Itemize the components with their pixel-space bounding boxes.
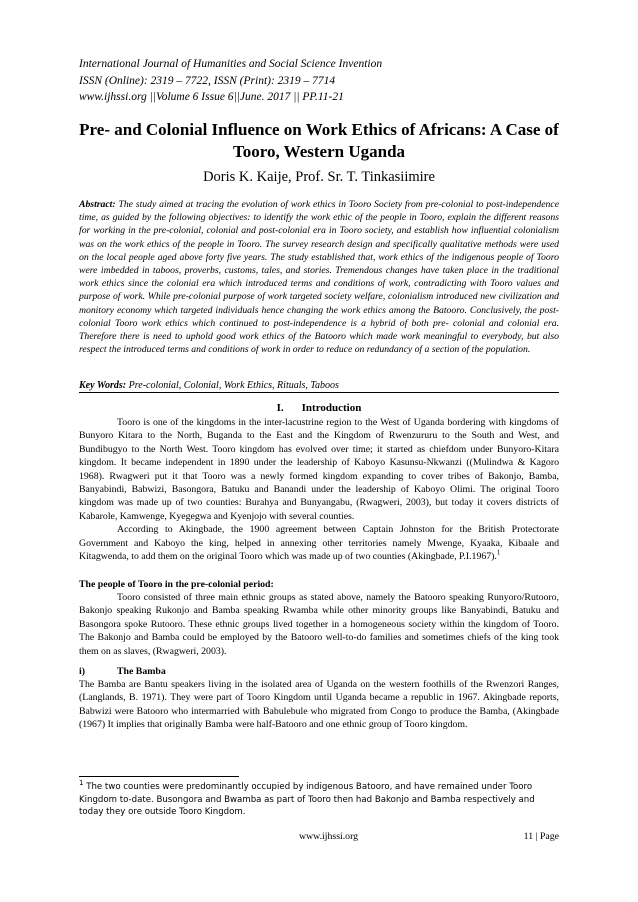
- section-heading-introduction: [79, 401, 559, 415]
- paper-authors: Doris K. Kaije, Prof. Sr. T. Tinkasiimire: [203, 169, 435, 185]
- abstract: [79, 198, 559, 356]
- abstract-text: The study aimed at tracing the evolution of work ethics in Tooro Society from pre-colonial to post-independence time, as guided by the following objectives: to identify the work ethic of the people in Tooro, explain the different reasons for working in the pre-colonial, colonial and post-colonial era in Tooro society, and establish how influential colonialism was on the work ethics of the people in Tooro. The survey research design and specifically qualitative methods were used on the local people aged above forty five years. The study established that, work ethics of the indigenous people of Tooro were imbedded in taboos, proverbs, customs, tales, and stories. Tremendous changes have taken place in the traditional work ethics since the colonial era which introduced terms and conditions of work, contradicting with Tooro values and purpose of work. While pre-colonial purpose of work targeted society welfare, colonialism introduced new civilization and monitory economy which targeted individuals hence changing the work ethics among the Batooro. Conclusively, the post-colonial Tooro work ethics which continued to post-independence is a hybrid of both pre- colonial and colonial era. Therefore there is need to uphold good work ethics of the Batooro which made work meaningful to everybody, but also respect the introduced terms and conditions of work in order to reduce on redundancy of a section of the population.: [79, 199, 559, 356]
- subheading-title: The Bamba: [117, 666, 166, 677]
- abstract-divider: [79, 392, 559, 393]
- intro-paragraph-2: [79, 523, 559, 563]
- section-title: Introduction: [301, 402, 362, 414]
- journal-header: [79, 56, 559, 106]
- footnote-marker: 1: [79, 779, 84, 788]
- journal-issn: ISSN (Online): 2319 – 7722, ISSN (Print): 2319 – 7714: [79, 74, 336, 87]
- paper-title: Pre- and Colonial Influence on Work Ethics of Africans: A Case of Tooro, Western Uganda: [79, 120, 559, 161]
- keywords-label: Key Words:: [79, 380, 127, 391]
- subheading-number: i): [79, 666, 85, 677]
- footnote-ref[interactable]: 1: [496, 548, 501, 557]
- intro-paragraph-2-text: According to Akingbade, the 1900 agreement between Captain Johnston for the British Protectorate Government and Kaboyo the king, helped in annexing other territories namely Mwenge, Kyaaka, Kibaale and Kitagwenda, to add them on the original Tooro which was made up of two counties (Akingbade, P.I.1967).: [79, 524, 559, 563]
- people-body: [79, 591, 559, 658]
- introduction-body: [79, 416, 559, 563]
- bamba-paragraph: The Bamba are Bantu speakers living in the isolated area of Uganda on the western foothills of the Rwenzori Ranges, (Langlands, B. 1971). They were part of Tooro Kingdom until Uganda became a republic in 1967. Akingbade reports, Babwizi were Batooro who intermarried with Babulebule who migrated from Congo to produce the Bamba, (Akingbade (1967) It implies that originally Bamba were half-Batooro and one ethnic group of Tooro kingdom.: [79, 679, 559, 731]
- footnote-divider: [79, 776, 239, 777]
- journal-name: International Journal of Humanities and Social Science Invention: [79, 58, 383, 70]
- bamba-body: [79, 678, 559, 732]
- footnote: [79, 781, 559, 819]
- journal-volume: www.ijhssi.org ||Volume 6 Issue 6||June. 2017 || PP.11-21: [79, 91, 344, 103]
- intro-paragraph-1: Tooro is one of the kingdoms in the inter-lacustrine region to the West of Uganda bordering with kingdoms of Bunyoro Kitara to the North, Buganda to the East and the Kingdom of Rwenzururu to the South and West, and Bundibugyo to the North West. Tooro kingdom has evolved over time; it started as chiefdom under Bunyoro-Kitara kingdom. It became independent in 1890 under the leadership of Kaboyo Kasunsu-Nkwanzi ((Mulindwa & Kagoro 1968). Rwagweri put it that Tooro was a newly formed kingdom expanding to cover tribes of Bakonjo, Bamba, Banyabindi, Babwizi, Basongora, Batuku and Banandi under the leadership of Kaboyo Olimi. The original Tooro kingdom was made up of two counties: Burahya and Bunyangabu, (Rwagweri, 2003), but today it covers districts of Kabarole, Kamwenge, Kyegegwa and Kyenjojo with several counties.: [79, 417, 559, 522]
- section-number: I.: [276, 402, 284, 414]
- footer-page-number: 11 | Page: [523, 831, 559, 842]
- keywords-text: Pre-colonial, Colonial, Work Ethics, Rituals, Taboos: [128, 380, 339, 391]
- subheading-bamba: [79, 665, 559, 678]
- people-paragraph: Tooro consisted of three main ethnic groups as stated above, namely the Batooro speaking Runyoro/Rutooro, Bakonjo speaking Rukonjo and Bamba speaking Rwamba while other minority groups like Banyabindi, Batuku and Basongora spoke Rutooro. These ethnic groups lived together in a homogeneous society within the kingdom of Tooro. The Bakonjo and Bamba could be employed by the Batooro well-to-do families and sometimes chiefs of the king took them on as slaves, (Rwagweri, 2003).: [79, 592, 559, 657]
- footer-site[interactable]: www.ijhssi.org: [299, 831, 359, 842]
- keywords: [79, 379, 559, 392]
- abstract-label: Abstract:: [79, 199, 116, 210]
- subheading-people: The people of Tooro in the pre-colonial period:: [79, 579, 274, 590]
- footnote-text: The two counties were predominantly occupied by indigenous Batooro, and have remained under Tooro Kingdom to-date. Busongora and Bwamba as part of Tooro then had Bakonjo and Bamba respectively and today they ore outside Tooro Kingdom.: [79, 782, 535, 817]
